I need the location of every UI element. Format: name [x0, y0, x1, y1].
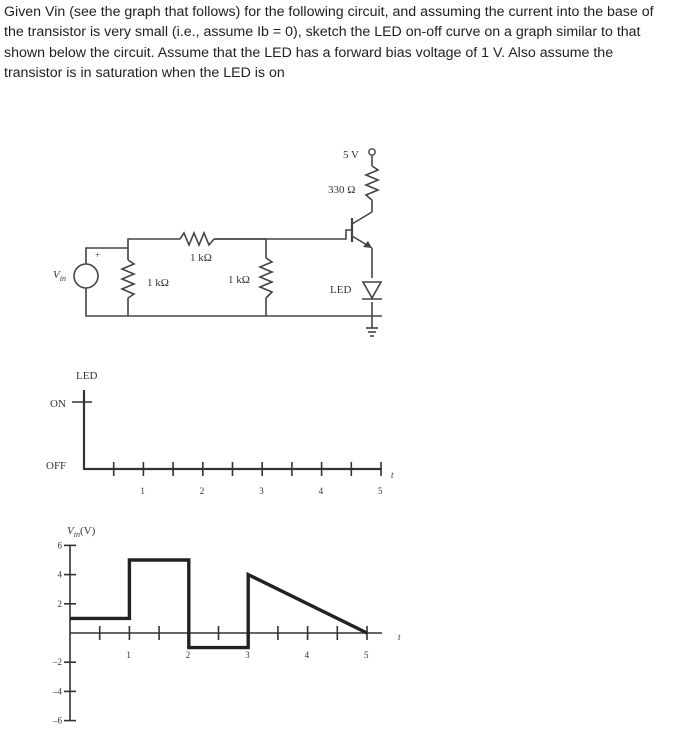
vin-x-tick-label: 3	[245, 650, 250, 660]
vin-chart-ylabel: $V_{in}(V)$	[67, 525, 96, 539]
led-t-label: t	[391, 470, 394, 480]
vin-y-tick-label: 4	[57, 569, 62, 580]
vin-x-tick-label: 1	[126, 650, 131, 660]
on-label: ON	[50, 398, 66, 410]
led-x-tick-label: 1	[140, 486, 145, 496]
vin-y-tick-label: 6	[57, 540, 62, 551]
off-label: OFF	[46, 460, 67, 472]
vin-x-tick-label: 4	[304, 650, 310, 660]
vin-y-tick-label: –2	[53, 657, 62, 668]
left-shunt-resistor	[122, 260, 134, 298]
supply-label: 5 V	[343, 149, 359, 161]
source-label: $V_{in}$	[53, 269, 66, 283]
vin-y-tick-label: –6	[53, 715, 62, 726]
vin-source	[74, 264, 98, 288]
led-graph-title: LED	[76, 370, 98, 382]
right-shunt-resistor	[260, 258, 272, 298]
led-diode-triangle	[363, 282, 381, 298]
led-x-tick-label: 4	[318, 486, 324, 496]
right-shunt-resistor-label: 1 kΩ	[228, 274, 250, 286]
led-x-tick-label: 5	[378, 486, 383, 496]
collector-resistor	[366, 166, 378, 200]
circuit-diagram	[0, 130, 675, 345]
led-label: LED	[330, 284, 352, 296]
collector-resistor-label: 330 Ω	[328, 184, 356, 196]
vin-y-tick-label: 2	[57, 598, 62, 609]
vin-t-label: t	[398, 632, 401, 642]
supply-terminal	[369, 149, 375, 155]
transistor-emitter-arrow	[363, 241, 372, 248]
vin-y-tick-label: –4	[53, 686, 62, 697]
vin-chart	[0, 515, 675, 737]
ground-symbol	[366, 328, 378, 336]
circuit-wires	[86, 156, 382, 328]
top-resistor-label: 1 kΩ	[190, 252, 212, 264]
led-x-ticks	[114, 462, 383, 496]
vin-x-tick-label: 2	[185, 650, 191, 660]
led-graph	[0, 360, 675, 500]
vin-x-ticks	[100, 626, 369, 660]
problem-statement: Given Vin (see the graph that follows) for the following circuit, and assuming the current into the base of the transistor is very small (i.e., assume Ib = 0), sketch the LED on-off curve on a graph similar to that shown below the circuit. Assume that the LED has a forward bias voltage of 1 V. Also assume the transistor is in saturation when the LED is on	[4, 4, 654, 82]
vin-x-tick-label: 5	[364, 650, 369, 660]
led-x-tick-label: 3	[259, 486, 264, 496]
top-resistor	[180, 233, 214, 245]
left-shunt-resistor-label: 1 kΩ	[147, 277, 169, 289]
led-x-tick-label: 2	[199, 486, 205, 496]
source-plus-label: +	[95, 250, 101, 260]
